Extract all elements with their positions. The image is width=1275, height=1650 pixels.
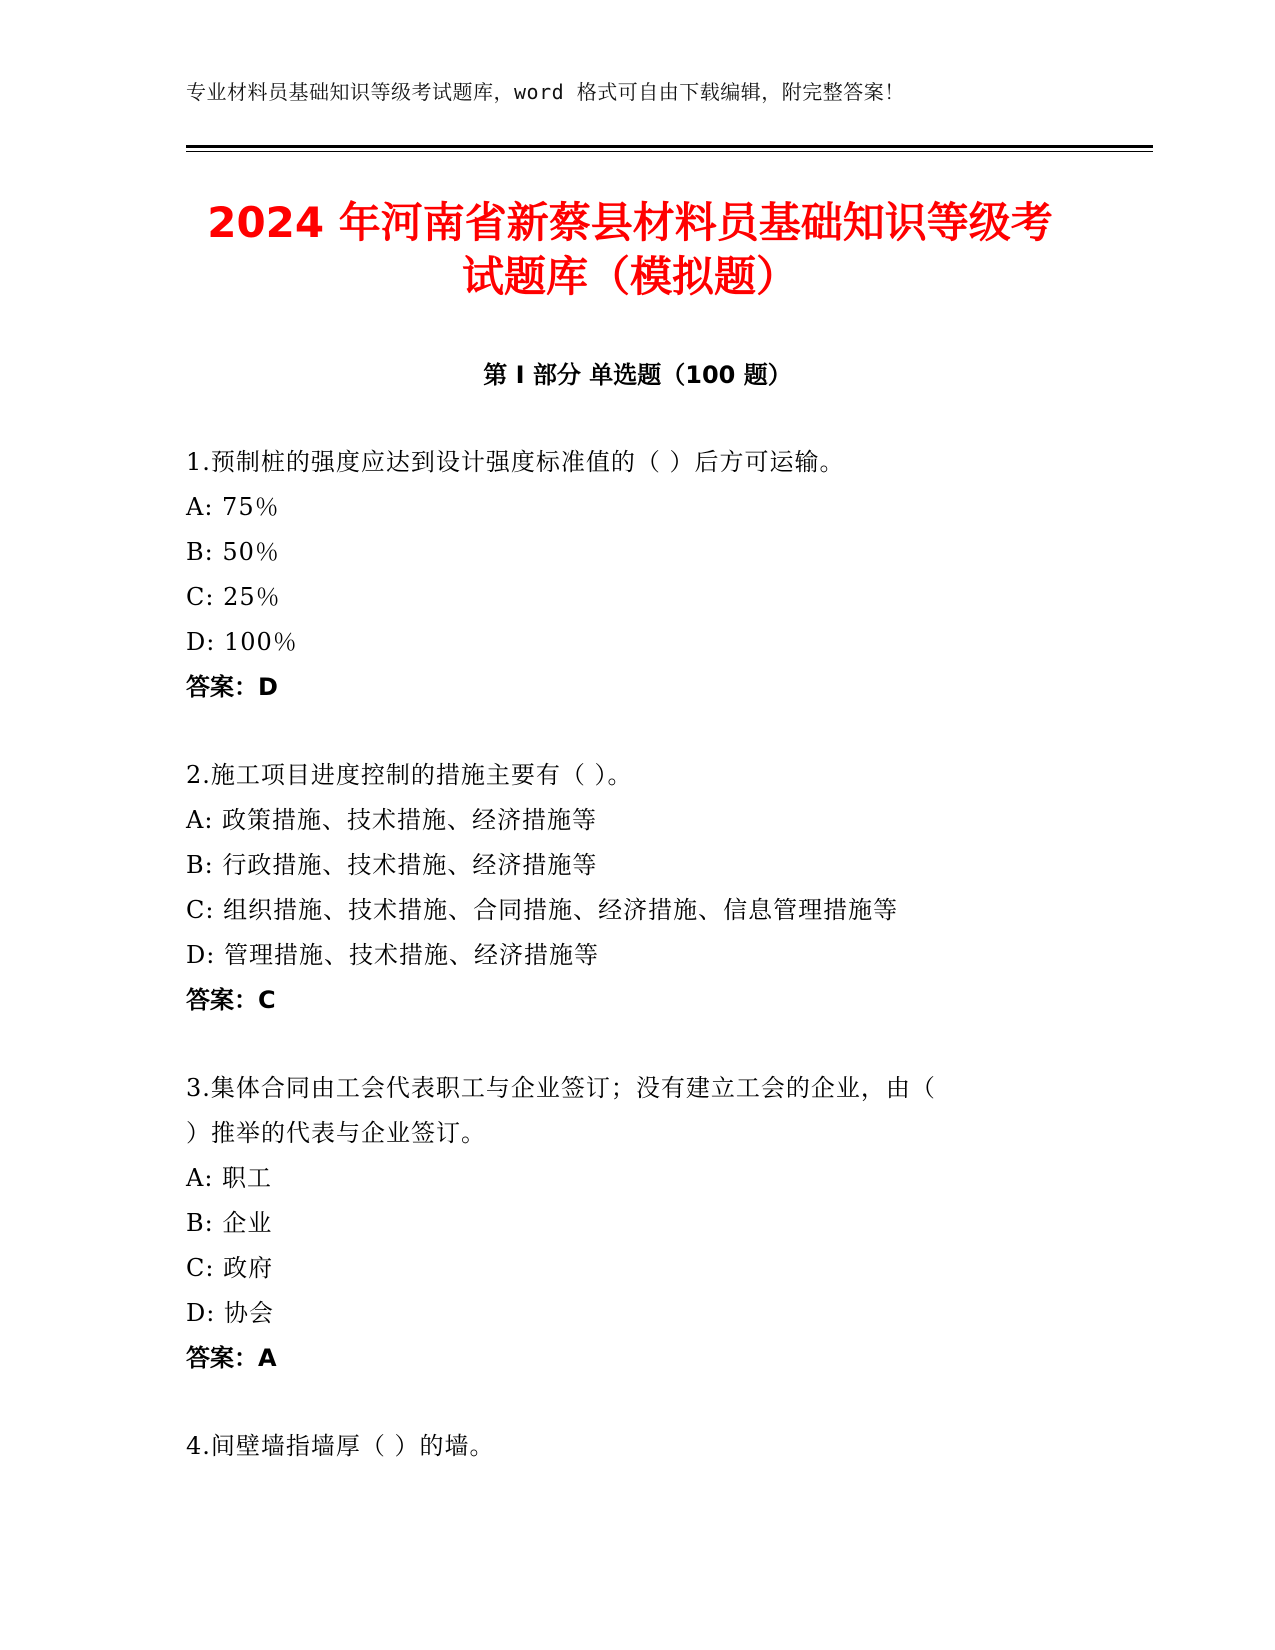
- option-c: C: 组织措施、技术措施、合同措施、经济措施、信息管理措施等: [186, 896, 899, 924]
- option-d: D: 协会: [186, 1299, 274, 1327]
- answer: 答案：C: [186, 986, 276, 1014]
- question-2: [186, 753, 1086, 1023]
- question-list: [186, 440, 1086, 1512]
- header-rule-thin: [186, 151, 1153, 152]
- document-title-line2: 试题库（模拟题）: [461, 252, 798, 301]
- option-b: B: 行政措施、技术措施、经济措施等: [186, 851, 598, 879]
- question-stem: 2.施工项目进度控制的措施主要有（ ）。: [186, 761, 633, 789]
- option-a: A: 政策措施、技术措施、经济措施等: [186, 806, 598, 834]
- option-c: C: 政府: [186, 1254, 274, 1282]
- header-rule-thick: [186, 145, 1153, 148]
- section-title: 第 I 部分 单选题（100 题）: [483, 361, 792, 389]
- question-3: [186, 1066, 1086, 1381]
- document-title-line1: 2024 年河南省新蔡县材料员基础知识等级考: [207, 198, 1053, 247]
- header-note: 专业材料员基础知识等级考试题库，word 格式可自由下载编辑，附完整答案！: [186, 80, 905, 104]
- question-stem: 4.间壁墙指墙厚（ ）的墙。: [186, 1432, 495, 1460]
- answer: 答案：D: [186, 673, 278, 701]
- question-stem: 1.预制桩的强度应达到设计强度标准值的（ ）后方可运输。: [186, 448, 845, 476]
- option-c: C: 25％: [186, 583, 281, 611]
- question-1: [186, 440, 1086, 710]
- option-b: B: 50％: [186, 538, 280, 566]
- option-a: A: 职工: [186, 1164, 273, 1192]
- question-stem: 3.集体合同由工会代表职工与企业签订；没有建立工会的企业，由（ ）推举的代表与企业签订。: [186, 1074, 936, 1147]
- option-b: B: 企业: [186, 1209, 273, 1237]
- question-4: [186, 1424, 1086, 1469]
- option-d: D: 管理措施、技术措施、经济措施等: [186, 941, 599, 969]
- option-d: D: 100％: [186, 628, 298, 656]
- option-a: A: 75％: [186, 493, 280, 521]
- answer: 答案：A: [186, 1344, 277, 1372]
- document-title: [160, 196, 1100, 304]
